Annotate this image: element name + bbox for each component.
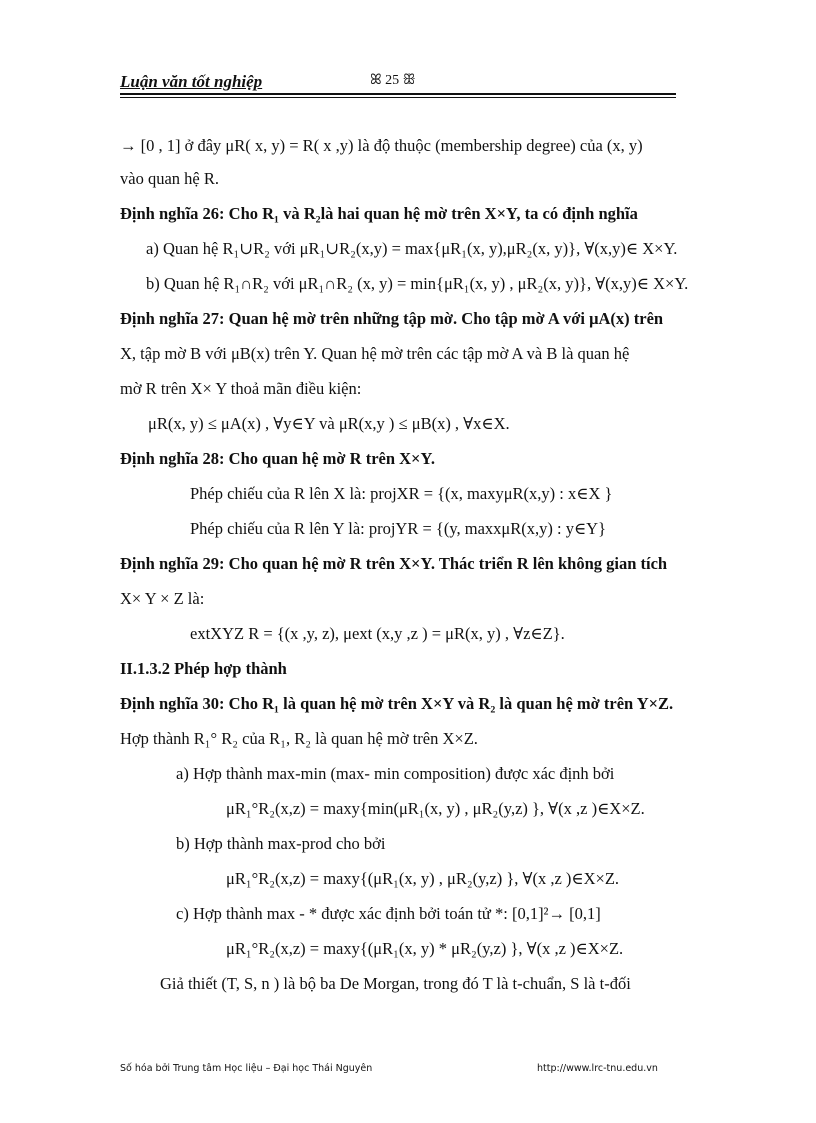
formula-line: Phép chiếu của R lên Y là: projYR = {(y, maxxμR(x,y) : y∈Y} bbox=[190, 519, 607, 538]
header-rule-thin bbox=[120, 97, 676, 98]
list-item: c) Hợp thành max - * được xác định bởi toán tử *: [0,1]²→ [0,1] bbox=[176, 904, 601, 923]
formula-line: extXYZ R = {(x ,y, z), μext (x,y ,z ) = μR(x, y) , ∀z∈Z}. bbox=[190, 624, 565, 643]
header-rule bbox=[120, 93, 676, 95]
text-line: X, tập mờ B với μB(x) trên Y. Quan hệ mờ trên các tập mờ A và B là quan hệ bbox=[120, 344, 630, 363]
text-line: Giả thiết (T, S, n ) là bộ ba De Morgan, trong đó T là t-chuẩn, S là t-đối bbox=[160, 974, 631, 993]
definition-28: Định nghĩa 28: Cho quan hệ mờ R trên X×Y. bbox=[120, 449, 435, 468]
text-line: a) Quan hệ R₁∪R₂ với μR₁∪R₂(x,y) = max{μR₁(x, y),μR₂(x, y)}, ∀(x,y)∈ X×Y. bbox=[146, 239, 678, 258]
header-title: Luận văn tốt nghiệp bbox=[120, 72, 263, 91]
formula-line: μR₁°R₂(x,z) = maxy{min(μR₁(x, y) , μR₂(y,z) }, ∀(x ,z )∈X×Z. bbox=[226, 799, 645, 818]
section-heading: II.1.3.2 Phép hợp thành bbox=[120, 659, 287, 678]
text-line: mờ R trên X× Y thoả mãn điều kiện: bbox=[120, 379, 362, 398]
formula-line: μR(x, y) ≤ μA(x) , ∀y∈Y và μR(x,y ) ≤ μB(x) , ∀x∈X. bbox=[148, 414, 510, 433]
text-line: → [0 , 1] ở đây μR( x, y) = R( x ,y) là độ thuộc (membership degree) của (x, y) bbox=[120, 136, 643, 155]
text-line: vào quan hệ R. bbox=[120, 169, 219, 188]
footer-left: Số hóa bởi Trung tâm Học liệu – Đại học Thái Nguyên bbox=[120, 1063, 373, 1074]
list-item: a) Hợp thành max-min (max- min composition) được xác định bởi bbox=[176, 764, 615, 783]
footer-link[interactable]: http://www.lrc-tnu.edu.vn bbox=[537, 1063, 658, 1074]
text-line: X× Y × Z là: bbox=[120, 589, 205, 608]
formula-line: Phép chiếu của R lên X là: projXR = {(x, maxyμR(x,y) : x∈X } bbox=[190, 484, 613, 503]
formula-line: μR₁°R₂(x,z) = maxy{(μR₁(x, y) , μR₂(y,z) }, ∀(x ,z )∈X×Z. bbox=[226, 869, 620, 888]
list-item: b) Hợp thành max-prod cho bởi bbox=[176, 834, 386, 853]
formula-line: μR₁°R₂(x,z) = maxy{(μR₁(x, y) * μR₂(y,z) }, ∀(x ,z )∈X×Z. bbox=[226, 939, 624, 958]
page-number: ꕤ 25 ꕥ bbox=[370, 73, 416, 88]
text-line: b) Quan hệ R₁∩R₂ với μR₁∩R₂ (x, y) = min{μR₁(x, y) , μR₂(x, y)}, ∀(x,y)∈ X×Y. bbox=[146, 274, 689, 293]
definition-30: Định nghĩa 30: Cho R₁ là quan hệ mờ trên X×Y và R₂ là quan hệ mờ trên Y×Z. bbox=[120, 694, 674, 713]
definition-27: Định nghĩa 27: Quan hệ mờ trên những tập mờ. Cho tập mờ A với μA(x) trên bbox=[120, 309, 664, 328]
definition-29: Định nghĩa 29: Cho quan hệ mờ R trên X×Y. Thác triển R lên không gian tích bbox=[120, 554, 668, 573]
definition-26: Định nghĩa 26: Cho R₁ và R₂là hai quan hệ mờ trên X×Y, ta có định nghĩa bbox=[120, 204, 638, 223]
text-line: Hợp thành R₁° R₂ của R₁, R₂ là quan hệ mờ trên X×Z. bbox=[120, 729, 478, 748]
